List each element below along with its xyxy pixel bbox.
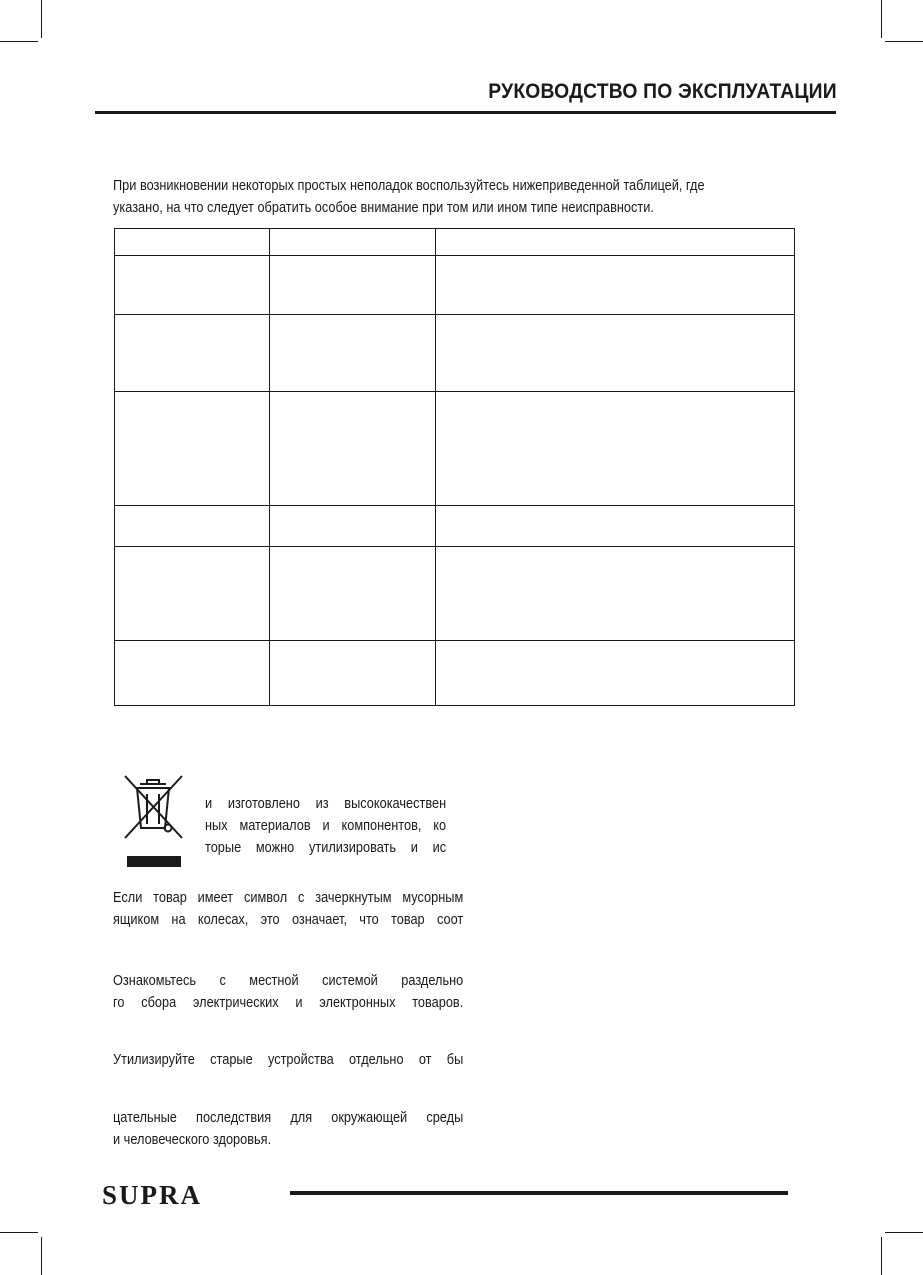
header-divider xyxy=(95,111,836,114)
supra-logo: SUPRA xyxy=(102,1180,203,1210)
recycling-paragraph-1 xyxy=(113,887,463,931)
table-row xyxy=(115,547,795,641)
table-cell xyxy=(270,506,436,547)
crop-mark xyxy=(41,0,42,38)
table-cell xyxy=(436,641,795,706)
table-cell xyxy=(270,547,436,641)
table-cell xyxy=(115,506,270,547)
text-line: и человеческого здоровья. xyxy=(113,1132,272,1148)
table-cell xyxy=(115,256,270,315)
intro-text xyxy=(113,175,747,219)
text-line: Если товар имеет символ с зачеркнутым мусорным xyxy=(113,890,464,906)
table-cell xyxy=(115,392,270,506)
crop-mark xyxy=(881,1237,882,1275)
table-cell xyxy=(270,256,436,315)
table-cell xyxy=(115,547,270,641)
crossed-out-wheelie-bin-icon xyxy=(120,772,188,870)
text-line: го сбора электрических и электронных товаров. xyxy=(113,995,464,1011)
crop-mark xyxy=(0,41,38,42)
crop-mark xyxy=(881,0,882,38)
recycling-paragraph-2 xyxy=(113,970,463,1014)
table-cell xyxy=(436,229,795,256)
crop-mark xyxy=(0,1232,38,1233)
text-line: Утилизируйте старые устройства отдельно от бы xyxy=(113,1052,464,1068)
text-line: ных материалов и компонентов, ко xyxy=(205,818,447,834)
table-cell xyxy=(270,392,436,506)
table-cell xyxy=(436,547,795,641)
table-row xyxy=(115,315,795,392)
table-header-row xyxy=(115,229,795,256)
table-row xyxy=(115,392,795,506)
table-row xyxy=(115,506,795,547)
crop-mark xyxy=(41,1237,42,1275)
text-line: ящиком на колесах, это означает, что товар соот xyxy=(113,912,464,928)
text-line: Ознакомьтесь с местной системой раздельно xyxy=(113,973,464,989)
crop-mark xyxy=(885,1232,923,1233)
page-title: РУКОВОДСТВО ПО ЭКСПЛУАТАЦИИ xyxy=(488,80,837,103)
footer-divider xyxy=(290,1191,788,1195)
table-cell xyxy=(270,229,436,256)
crop-mark xyxy=(885,41,923,42)
table-cell xyxy=(436,256,795,315)
text-line: цательные последствия для окружающей среды xyxy=(113,1110,464,1126)
table-cell xyxy=(115,315,270,392)
table-cell xyxy=(270,641,436,706)
table-cell xyxy=(436,315,795,392)
recycling-text-beside-icon xyxy=(205,793,446,859)
intro-line-2: указано, на что следует обратить особое внимание при том или ином типе неисправности. xyxy=(113,200,654,216)
recycling-paragraph-4 xyxy=(113,1107,463,1151)
text-line: торые можно утилизировать и ис xyxy=(205,840,447,856)
table-row xyxy=(115,641,795,706)
table-cell xyxy=(436,506,795,547)
table-row xyxy=(115,256,795,315)
table-cell xyxy=(270,315,436,392)
intro-line-1: При возникновении некоторых простых неполадок воспользуйтесь нижеприведенной таблицей, где xyxy=(113,178,705,194)
recycling-paragraph-3 xyxy=(113,1049,463,1071)
table-cell xyxy=(436,392,795,506)
table-cell xyxy=(115,229,270,256)
text-line: и изготовлено из высококачествен xyxy=(205,796,447,812)
troubleshooting-table xyxy=(114,228,795,706)
table-cell xyxy=(115,641,270,706)
